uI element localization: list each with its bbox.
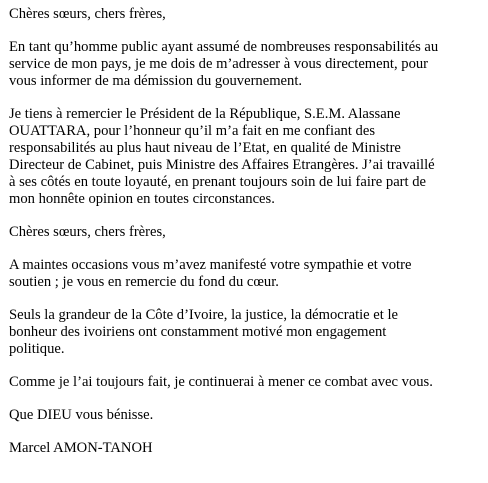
signature: Marcel AMON-TANOH [9, 440, 153, 456]
paragraph-gratitude: A maintes occasions vous m’avez manifesté votre sympathie et votre soutien ; je vous en remercie du fond du cœur. [9, 257, 412, 290]
closing-blessing: Que DIEU vous bénisse. [9, 407, 154, 423]
paragraph-motivation: Seuls la grandeur de la Côte d’Ivoire, la justice, la démocratie et le bonheur des ivoiriens ont constamment motivé mon engagement politique. [9, 307, 399, 357]
paragraph-thanks-president: Je tiens à remercier le Président de la République, S.E.M. Alassane OUATTARA, pour l’honneur qu’il m’a fait en me confiant des responsabilités au plus haut niveau de l’Etat, en qualité de Ministre Directeur de Cabinet, puis Ministre des Affaires Etrangères. J’ai travaillé à ses côtés en toute loyauté, en prenant toujours soin de lui faire part de mon honnête opinion en toutes circonstances. [9, 106, 435, 207]
greeting: Chères sœurs, chers frères, [9, 6, 166, 22]
greeting-repeat: Chères sœurs, chers frères, [9, 224, 166, 240]
paragraph-commitment: Comme je l’ai toujours fait, je continuerai à mener ce combat avec vous. [9, 374, 433, 390]
paragraph-resignation-announcement: En tant qu’homme public ayant assumé de nombreuses responsabilités au service de mon pays, je me dois de m’adresser à vous directement, pour vous informer de ma démission du gouvernement. [9, 39, 439, 89]
